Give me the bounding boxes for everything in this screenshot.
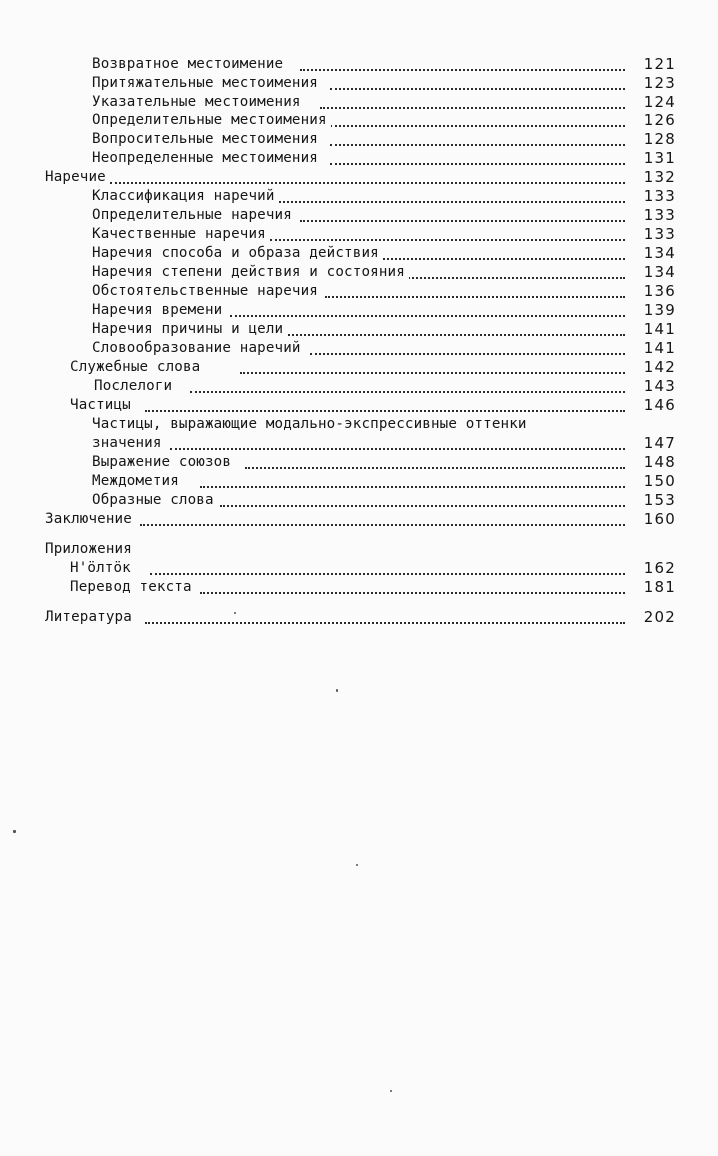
toc-page-number: 128 [643, 130, 676, 148]
toc-entry [0, 167, 718, 187]
toc-entry-title: Частицы, выражающие модально-экспрессивные оттенки [92, 414, 531, 434]
toc-page-number: 202 [643, 608, 676, 626]
scan-speck [356, 864, 358, 866]
toc-entry [0, 539, 718, 559]
toc-entry-title: Определительные местоимения [92, 110, 331, 130]
toc-entry [0, 73, 718, 93]
toc-entry [0, 205, 718, 225]
toc-entry-title: Н'ӧлтӧк [70, 558, 135, 578]
toc-entry [0, 243, 718, 263]
scan-speck [336, 689, 338, 692]
toc-page-number: 134 [643, 244, 676, 262]
toc-entry [0, 433, 718, 453]
toc-entry-title: Вопросительные местоимения [92, 129, 322, 149]
toc-page-number: 121 [643, 55, 676, 73]
toc-entry-title: Образные слова [92, 490, 218, 510]
toc-entry [0, 110, 718, 130]
toc-entry [0, 490, 718, 510]
toc-page-number: 162 [643, 559, 676, 577]
toc-page-number: 147 [643, 434, 676, 452]
toc-page-number: 150 [643, 472, 676, 490]
toc-page-number: 160 [643, 510, 676, 528]
toc-entry-title: Литература [45, 607, 136, 627]
toc-entry [0, 452, 718, 472]
scan-speck [13, 830, 16, 833]
toc-entry [0, 148, 718, 168]
toc-entry-title: Наречия способа и образа действия [92, 243, 383, 263]
toc-page-number: 132 [643, 168, 676, 186]
toc-entry-title: Служебные слова [70, 357, 204, 377]
toc-entry-title: Классификация наречий [92, 186, 279, 206]
toc-entry-title: Частицы [70, 395, 135, 415]
toc-page-number: 153 [643, 491, 676, 509]
toc-page-number: 181 [643, 578, 676, 596]
toc-entry [0, 338, 718, 358]
toc-entry [0, 509, 718, 529]
toc-entry-title: Качественные наречия [92, 224, 270, 244]
toc-entry [0, 376, 718, 396]
toc-entry-title: Обстоятельственные наречия [92, 281, 322, 301]
toc-entry [0, 92, 718, 112]
toc-page-number: 142 [643, 358, 676, 376]
toc-entry-title: Определительные наречия [92, 205, 296, 225]
toc-entry-title: Наречия причины и цели [92, 319, 287, 339]
toc-page-number: 139 [643, 301, 676, 319]
toc-entry-title: Наречие [45, 167, 110, 187]
toc-entry [0, 607, 718, 627]
toc-entry [0, 357, 718, 377]
toc-entry-title: Указательные местоимения [92, 92, 305, 112]
toc-entry-title: Заключение [45, 509, 136, 529]
toc-page-number: 134 [643, 263, 676, 281]
toc-page-number: 146 [643, 396, 676, 414]
toc-entry [0, 471, 718, 491]
toc-entry-title: значения [92, 433, 166, 453]
toc-entry [0, 558, 718, 578]
scan-speck [234, 612, 236, 614]
toc-page-number: 133 [643, 187, 676, 205]
toc-entry-title: Наречия времени [92, 300, 226, 320]
toc-entry [0, 414, 718, 434]
toc-entry [0, 262, 718, 282]
toc-entry-title: Послелоги [94, 376, 176, 396]
toc-entry [0, 395, 718, 415]
toc-page-number: 133 [643, 225, 676, 243]
toc-page-number: 141 [643, 339, 676, 357]
toc-page-number: 143 [643, 377, 676, 395]
toc-entry-title: Наречия степени действия и состояния [92, 262, 409, 282]
toc-entry [0, 54, 718, 74]
toc-page-number: 141 [643, 320, 676, 338]
toc-entry-title: Выражение союзов [92, 452, 235, 472]
scan-speck [390, 1090, 392, 1092]
toc-entry-title: Возвратное местоимение [92, 54, 287, 74]
toc-entry [0, 186, 718, 206]
toc-entry-title: Словообразование наречий [92, 338, 305, 358]
toc-page-number: 131 [643, 149, 676, 167]
toc-page-number: 148 [643, 453, 676, 471]
toc-entry [0, 300, 718, 320]
toc-page-number: 126 [643, 111, 676, 129]
toc-entry-title: Неопределенные местоимения [92, 148, 322, 168]
toc-entry [0, 224, 718, 244]
toc-entry-title: Перевод текста [70, 577, 196, 597]
toc-entry [0, 319, 718, 339]
toc-page-number: 123 [643, 74, 676, 92]
toc-page-number: 133 [643, 206, 676, 224]
toc-entry [0, 577, 718, 597]
toc-page-number: 136 [643, 282, 676, 300]
toc-page-number: 124 [643, 93, 676, 111]
toc-entry [0, 281, 718, 301]
toc-entry-title: Междометия [92, 471, 183, 491]
toc-entry [0, 129, 718, 149]
toc-entry-title: Притяжательные местоимения [92, 73, 322, 93]
toc-entry-title: Приложения [45, 539, 136, 559]
